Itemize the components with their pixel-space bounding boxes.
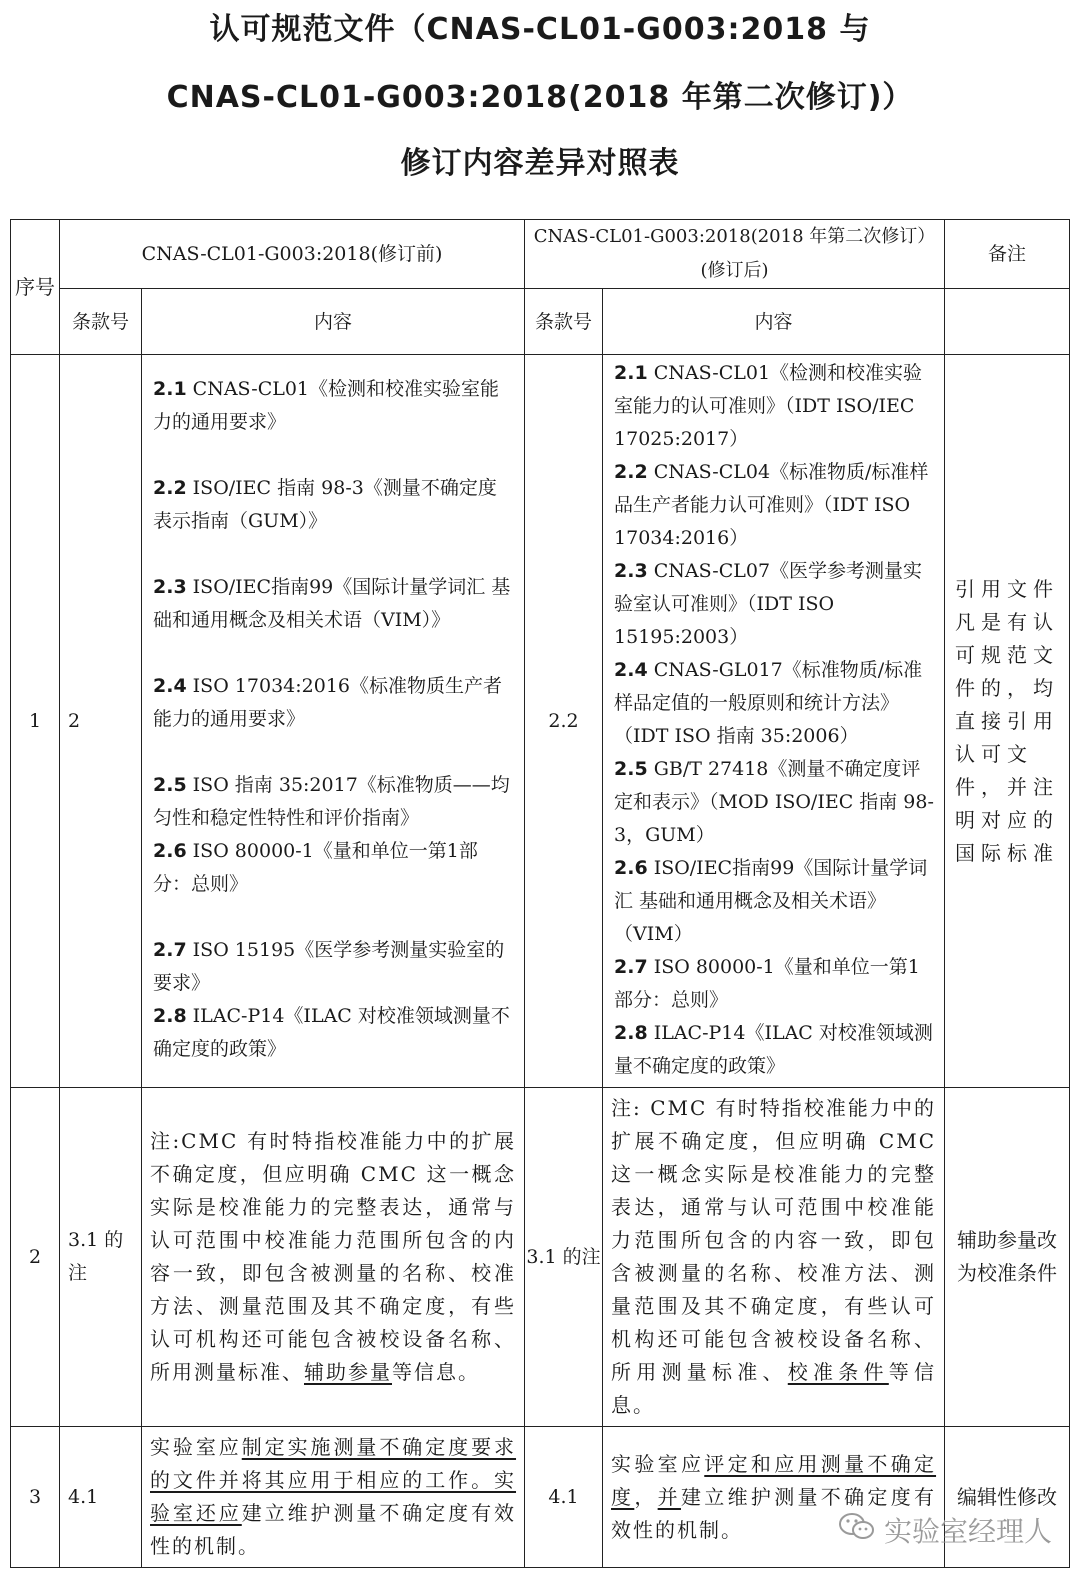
wechat-icon bbox=[838, 1511, 876, 1550]
document-title-line-3: 修订内容差异对照表 bbox=[400, 146, 680, 181]
header-remark-empty bbox=[945, 289, 1070, 355]
row-before-content: 注:CMC 有时特指校准能力中的扩展不确定度，但应明确 CMC 这一概念实际是校准能力的完整表达，通常与认可范围中校准能力范围所包含的内容一致，即包含被测量的名称、校准方法、测量范围及其不确定度，有些认可机构还可能包含被校设备名称、所用测量标准、辅助参量等信息。 bbox=[142, 1088, 525, 1427]
document-title-line-2: CNAS-CL01-G003:2018(2018 年第二次修订)） bbox=[166, 80, 914, 115]
header-after-clause: 条款号 bbox=[525, 289, 603, 355]
row-before-content: 实验室应制定实施测量不确定度要求的文件并将其应用于相应的工作。实验室还应建立维护测量不确定度有效性的机制。 bbox=[142, 1427, 525, 1568]
changed-text: 制定实施测量不确定度要求的文件并将其应用于相应的工作。实验室还应 bbox=[150, 1435, 517, 1525]
reference-item: 2.4 ISO 17034:2016《标准物质生产者能力的通用要求》 bbox=[153, 675, 503, 730]
row-remark: 辅助参量改为校准条件 bbox=[945, 1088, 1070, 1427]
row-after-content: 注: CMC 有时特指校准能力中的扩展不确定度，但应明确 CMC 这一概念实际是校准能力的完整表达，通常与认可范围中校准能力范围所包含的内容一致，即包含被测量的名称、校准方法、测量范围及其不确定度，有些认可机构还可能包含被校设备名称、所用测量标准、校准条件等信息。 bbox=[603, 1088, 945, 1427]
row-before-clause: 4.1 bbox=[60, 1427, 142, 1568]
row-after-clause: 4.1 bbox=[525, 1427, 603, 1568]
row-seq: 1 bbox=[11, 355, 60, 1088]
reference-item: 2.8 ILAC-P14《ILAC 对校准领域测量不确定度的政策》 bbox=[614, 1022, 933, 1077]
row-seq: 2 bbox=[11, 1088, 60, 1427]
row-after-content bbox=[603, 355, 945, 1088]
reference-item: 2.5 ISO 指南 35:2017《标准物质——均匀性和稳定性特性和评价指南》 bbox=[153, 774, 510, 829]
changed-text: 辅助参量 bbox=[304, 1360, 392, 1384]
row-remark: 引用文件凡是有认可规范文件的，均直接引用认可文件，并注明对应的国际标准 bbox=[945, 355, 1070, 1088]
table-row bbox=[11, 355, 1070, 1088]
changed-text: 并 bbox=[657, 1484, 681, 1509]
header-before: CNAS-CL01-G003:2018(修订前) bbox=[60, 220, 525, 289]
row-before-content bbox=[142, 355, 525, 1088]
table-header-row-2 bbox=[11, 289, 1070, 355]
reference-item: 2.6 ISO/IEC指南99《国际计量学词汇 基础和通用概念及相关术语》（VIM） bbox=[614, 857, 928, 945]
header-before-clause: 条款号 bbox=[60, 289, 142, 355]
table-header-row-1 bbox=[11, 220, 1070, 289]
table-row bbox=[11, 1088, 1070, 1427]
reference-item: 2.6 ISO 80000-1《量和单位一第1部分：总则》 bbox=[153, 840, 478, 895]
changed-text: 评定和应用测量不确定度 bbox=[611, 1451, 937, 1509]
header-remark: 备注 bbox=[945, 220, 1070, 289]
reference-item: 2.7 ISO 15195《医学参考测量实验室的要求》 bbox=[153, 939, 505, 994]
reference-item: 2.1 CNAS-CL01《检测和校准实验室能力的认可准则》（IDT ISO/IEC 17025:2017） bbox=[614, 362, 923, 450]
row-before-clause: 2 bbox=[60, 355, 142, 1088]
reference-item: 2.2 ISO/IEC 指南 98-3《测量不确定度表示指南（GUM）》 bbox=[153, 477, 497, 532]
row-after-clause: 2.2 bbox=[525, 355, 603, 1088]
reference-item: 2.4 CNAS-GL017《标准物质/标准样品定值的一般原则和统计方法》（IDT ISO 指南 35:2006） bbox=[614, 659, 923, 747]
reference-item: 2.1 CNAS-CL01《检测和校准实验室能力的通用要求》 bbox=[153, 378, 500, 433]
revision-comparison-table bbox=[10, 219, 1070, 1568]
header-after-content: 内容 bbox=[603, 289, 945, 355]
reference-item: 2.8 ILAC-P14《ILAC 对校准领域测量不确定度的政策》 bbox=[153, 1005, 510, 1060]
row-remark: 编辑性修改 bbox=[945, 1427, 1070, 1568]
header-after: CNAS-CL01-G003:2018(2018 年第二次修订）(修订后) bbox=[525, 220, 945, 289]
reference-item: 2.2 CNAS-CL04《标准物质/标准样品生产者能力认可准则》（IDT ISO 17034:2016） bbox=[614, 461, 929, 549]
reference-item: 2.3 ISO/IEC指南99《国际计量学词汇 基础和通用概念及相关术语（VIM）》 bbox=[153, 576, 511, 631]
watermark bbox=[838, 1510, 1052, 1550]
header-before-content: 内容 bbox=[142, 289, 525, 355]
changed-text: 校准条件 bbox=[787, 1360, 889, 1384]
header-seq: 序号 bbox=[11, 220, 60, 355]
row-seq: 3 bbox=[11, 1427, 60, 1568]
watermark-text: 实验室经理人 bbox=[884, 1515, 1053, 1548]
document-title-line-1: 认可规范文件（CNAS-CL01-G003:2018 与 bbox=[209, 12, 871, 47]
row-after-content: 实验室应评定和应用测量不确定度，并建立维护测量不确定度有效性的机制。 bbox=[603, 1427, 945, 1568]
reference-item: 2.3 CNAS-CL07《医学参考测量实验室认可准则》（IDT ISO 15195:2003） bbox=[614, 560, 923, 648]
row-after-clause: 3.1 的注 bbox=[525, 1088, 603, 1427]
row-before-clause: 3.1 的注 bbox=[60, 1088, 142, 1427]
reference-item: 2.5 GB/T 27418《测量不确定度评定和表示》（MOD ISO/IEC 指南 98-3，GUM） bbox=[614, 758, 934, 846]
reference-item: 2.7 ISO 80000-1《量和单位一第1部分：总则》 bbox=[614, 956, 920, 1011]
